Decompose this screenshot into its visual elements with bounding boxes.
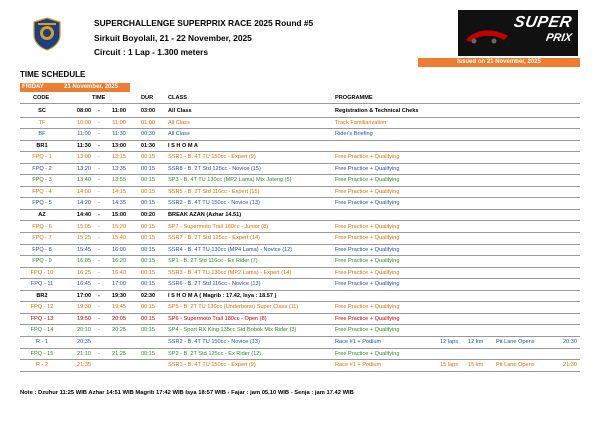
row-start-time: 14:40 [76,211,92,218]
row-end-time: 11:00 [112,108,126,114]
table-row [0,141,608,151]
row-start-time: 20:35 [77,339,91,345]
row-programme: Free Practice + Qualifying [335,235,400,242]
row-end-time: 11:00 [112,119,126,126]
row-end-time: 16:40 [112,269,126,276]
row-end-time: 16:00 [112,246,126,253]
row-programme: Free Practice + Qualifying [335,350,400,357]
row-end-time: 13:35 [112,165,126,172]
row-start-time: 10:00 [77,119,91,126]
table-row [0,245,608,255]
col-header-class: CLASS [168,95,187,101]
row-code: FPQ - 12 [30,304,54,311]
table-row [0,175,608,185]
row-end-time: 19:45 [112,304,126,311]
table-row [0,349,608,359]
row-programme: Free Practice + Qualifying [335,281,400,288]
time-separator: - [98,327,100,334]
table-row [0,279,608,289]
row-duration: 00:15 [141,281,155,288]
row-end-time: 15:40 [112,235,126,242]
row-end-time: 19:30 [111,292,127,299]
row-start-time: 19:30 [77,304,91,311]
row-code: BR2 [36,292,48,299]
time-separator: - [98,246,100,253]
row-duration: 03:00 [140,108,156,114]
row-programme: Free Practice + Qualifying [335,269,400,276]
day-label: FRIDAY [22,84,44,90]
row-end-time: 15:20 [112,223,126,230]
time-separator: - [98,188,100,195]
row-class: SP5 - B. 2T TU 130cc (Underbone) Super Class (11) [168,304,299,311]
row-duration: 00:15 [141,223,155,230]
table-row [0,152,608,162]
row-end-time: 21:25 [112,350,126,357]
row-duration: 00:15 [141,246,155,253]
row-laps: 15 laps [440,362,459,369]
row-programme: Free Practice + Qualifying [335,315,400,322]
row-class: SSR3 - B. 4T TU 130cc (MP2 Lama) - Expert (14) [168,269,292,276]
date-label: 21 November, 2025 [64,84,119,90]
table-row [0,198,608,208]
row-class: SSR4 - B. 4T TU 130cc (MP4 Lama) - Novice (12) [168,246,293,253]
row-duration: 00:15 [141,165,155,172]
table-row [0,118,608,128]
row-class: All Class [168,131,190,138]
time-separator: - [98,281,100,288]
row-programme: Registration & Technical Cheks [335,108,419,114]
row-code: FPQ - 13 [30,315,54,322]
row-class: SP4 - Sport RX King 135cc Std Bobok Mix Rider (3) [168,327,297,334]
row-duration: 00:15 [141,258,155,265]
schedule-title: TIME SCHEDULE [20,70,86,79]
row-start-time: 20:10 [77,327,91,334]
row-end-time: 13:15 [112,154,126,161]
time-separator: - [98,315,100,322]
row-duration: 00:15 [141,315,155,322]
row-end-time: 20:25 [112,327,126,334]
row-pit-lane: Pit Lane Opens [496,339,535,345]
row-code: FPQ - 10 [30,269,54,276]
table-row [0,187,608,197]
row-start-time: 11:30 [77,142,91,149]
row-start-time: 15:25 [77,235,91,242]
row-start-time: 13:40 [77,177,91,184]
row-class: I S H O M A [168,142,198,149]
table-row [0,164,608,174]
row-class: SP2 - B. 2T Std 125cc - Ex Rider (12) [168,350,262,357]
row-class: I S H O M A ( Magrib : 17.42, Isya : 18.57 ) [168,292,277,299]
row-programme: Track Familiarization [335,119,387,126]
event-venue: Sirkuit Boyolali, 21 - 22 November, 2025 [94,33,252,43]
row-code: FPQ - 14 [30,327,54,334]
event-title: SUPERCHALLENGE SUPERPRIX RACE 2025 Round #5 [94,18,314,28]
row-class: SP1 - B. 2T Std 116cc - Ex Rider (7) [168,258,258,265]
row-programme: Race #1 + Podium [335,362,382,369]
row-start-time: 13:20 [77,165,91,172]
row-start-time: 13:00 [77,154,91,161]
row-code: FPQ - 8 [32,246,52,253]
row-start-time: 17:00 [76,292,92,299]
time-separator: - [98,165,100,172]
row-duration: 00:15 [141,154,155,161]
time-separator: - [98,304,100,311]
row-programme: Free Practice + Qualifying [335,304,400,311]
col-header-time: TIME [92,95,106,101]
row-code: FPQ - 15 [30,350,54,357]
row-start-time: 11:00 [77,131,91,138]
row-pit-time: 21:30 [563,362,577,369]
row-end-time: 11:30 [112,131,126,138]
row-start-time: 21:10 [77,350,91,357]
time-separator: - [98,258,100,265]
row-duration: 00:15 [141,188,155,195]
table-row [0,233,608,243]
row-duration: 00:15 [141,235,155,242]
row-class: SP6 - Supermoto Trail 180cc - Open (8) [168,315,267,322]
row-class: SSR6 - B. 2T Std 116cc - Novice (13) [168,281,261,288]
row-duration: 02:30 [140,292,156,299]
row-programme: Free Practice + Qualifying [335,246,400,253]
superprix-logo [458,10,578,56]
row-duration: 00:15 [141,269,155,276]
col-header-dur: DUR [141,95,154,101]
time-separator: - [98,131,100,138]
table-row [0,106,608,116]
row-programme: Free Practice + Qualifying [335,154,400,161]
row-code: FPQ - 1 [32,154,52,161]
time-separator: - [98,269,100,276]
table-row [0,268,608,278]
table-row [0,302,608,312]
row-start-time: 15:45 [77,246,91,253]
time-separator: - [98,142,100,149]
table-row [0,314,608,324]
time-separator: - [98,350,100,357]
row-programme: Free Practice + Qualifying [335,188,400,195]
row-programme: Free Practice + Qualifying [335,165,400,172]
table-row [0,325,608,335]
row-duration: 00:15 [141,177,155,184]
header-rule [20,103,580,104]
row-code: TF [38,119,46,126]
row-code: FPQ - 6 [32,223,52,230]
prayer-times-note: Note : Dzuhur 11:25 WIB Azhar 14:51 WIB Magrib 17:42 WIB Isya 18:57 WIB - Fajar : jam 05.10 WIB - Senja : jam 17.42 WIB [20,390,354,396]
row-code: FPQ - 3 [32,177,52,184]
col-header-programme: PROGRAMME [335,95,373,101]
time-separator: - [98,211,100,218]
row-class: All Class [168,108,192,114]
row-duration: 01:00 [141,119,155,126]
row-code: R - 1 [35,339,49,345]
issued-banner: Issued on 21 November, 2025 [418,58,580,67]
row-end-time: 13:00 [111,142,127,149]
row-end-time: 13:55 [112,177,126,184]
row-code: FPQ - 9 [32,258,52,265]
table-row [0,360,608,370]
row-end-time: 14:35 [112,200,126,207]
row-end-time: 17:00 [112,281,126,288]
row-class: SP7 - Supermoto Trail 180cc - Junior (8) [168,223,269,230]
row-duration: 00:15 [141,350,155,357]
federation-logo [32,17,62,51]
row-end-time: 20:05 [112,315,126,322]
time-separator: - [98,119,100,126]
time-separator: - [98,223,100,230]
table-row [0,291,608,301]
row-end-time: 14:15 [112,188,126,195]
row-start-time: 16:05 [77,258,91,265]
row-pit-lane: Pit Lane Opens [496,362,535,369]
row-start-time: 21:35 [77,362,91,369]
row-start-time: 16:45 [77,281,91,288]
row-start-time: 19:50 [77,315,91,322]
row-start-time: 08:00 [76,108,92,114]
row-class: SSR8 - B. 2T Std 125cc - Novice (15) [168,165,261,172]
row-programme: Free Practice + Qualifying [335,223,400,230]
row-class: SSR2 - B. 4T TU 150cc - Novice (13) [168,200,260,207]
row-laps: 12 laps [440,339,459,345]
time-separator: - [98,177,100,184]
row-duration: 00:15 [141,304,155,311]
row-duration: 01:30 [140,142,156,149]
day-banner [20,83,130,92]
row-distance: 15 km [468,362,484,369]
row-code: BR1 [36,142,48,149]
table-row [0,256,608,266]
row-code: R - 2 [35,362,49,369]
row-start-time: 15:05 [77,223,91,230]
time-separator: - [98,108,100,114]
row-class: SSR1 - B. 4T TU 150cc - Expert (9) [168,154,256,161]
row-class: All Class [168,119,190,126]
row-start-time: 16:25 [77,269,91,276]
row-programme: Free Practice + Qualifying [335,200,400,207]
brand-text-bottom: PRIX [545,32,574,44]
row-class: SSR2 - B. 4T TU 150cc - Novice (13) [168,339,260,345]
row-programme: Rider's Briefing [335,131,373,138]
row-end-time: 16:20 [112,258,126,265]
row-programme: Free Practice + Qualifying [335,258,400,265]
table-row [0,129,608,139]
row-programme: Free Practice + Qualifying [335,177,400,184]
row-programme: Race #1 + Podium [335,339,382,345]
time-separator: - [98,200,100,207]
row-code: FPQ - 11 [30,281,54,288]
time-separator: - [98,235,100,242]
row-class: BREAK AZAN (Azhar 14.51) [168,211,242,218]
row-duration: 00:20 [140,211,156,218]
row-code: FPQ - 5 [32,200,52,207]
row-code: FPQ - 2 [32,165,52,172]
row-duration: 00:15 [141,327,155,334]
row-duration: 00:30 [141,131,155,138]
row-code: FPQ - 4 [32,188,52,195]
row-class: SSR5 - B. 2T Std 116cc - Expert (15) [168,188,260,195]
col-header-code: CODE [33,95,50,101]
row-code: SC [38,108,46,114]
row-code: FPQ - 7 [32,235,52,242]
time-separator: - [98,154,100,161]
brand-text-top: SUPER [512,14,574,31]
motorbike-graphic [464,26,510,44]
row-programme: Free Practice + Qualifying [335,327,400,334]
row-distance: 12 km [468,339,484,345]
time-separator: - [98,292,100,299]
table-row [0,337,608,347]
row-class: SP3 - B. 4T TU 130cc (MP2 Lama) Mix Jateng (5) [168,177,292,184]
table-row [0,222,608,232]
row-duration: 00:15 [141,200,155,207]
table-row [0,210,608,220]
row-start-time: 14:20 [77,200,91,207]
row-class: SSR1 - B. 4T TU 150cc - Expert (9) [168,362,256,369]
row-code: BF [38,131,46,138]
row-start-time: 14:00 [77,188,91,195]
row-class: SSR7 - B. 2T Std 125cc - Expert (14) [168,235,260,242]
row-end-time: 15:00 [111,211,127,218]
row-pit-time: 20:30 [563,339,577,345]
row-code: AZ [38,211,46,218]
circuit-info: Circuit : 1 Lap - 1.300 meters [94,47,209,57]
row-divider [20,371,580,372]
